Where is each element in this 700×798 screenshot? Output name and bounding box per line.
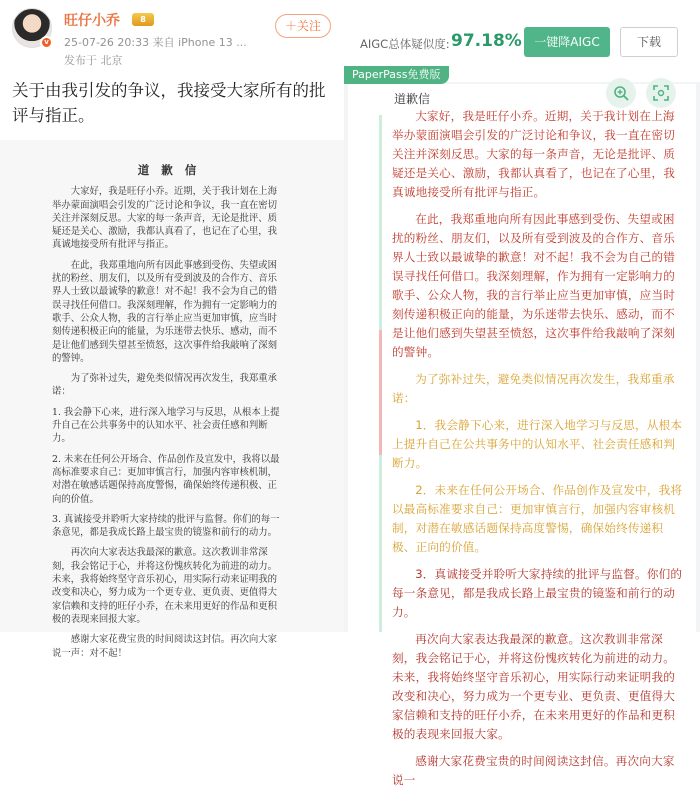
reduce-aigc-button[interactable]: 一键降AIGC: [524, 27, 610, 57]
highlighted-paragraph[interactable]: 再次向大家表达我最深的歉意。这次教训非常深刻，我会铭记于心，并将这份愧疚转化为前进的动力。未来，我将始终坚守音乐初心，用实际行动来证明我的改变和决心，努力成为一个更专业、更负责、更值得大家信赖和支持的旺仔小乔，在未来用更好的作品和更积极的表现来回报大家。: [392, 632, 676, 741]
verified-badge-icon: v: [40, 36, 53, 49]
highlighted-content: [392, 107, 686, 798]
post-text: 关于由我引发的争议，我接受大家所有的批评与指正。: [12, 81, 326, 125]
highlighted-paragraph[interactable]: 为了弥补过失，避免类似情况再次发生，我郑重承诺：: [392, 372, 675, 405]
letter-item: 1. 我会静下心来，进行深入地学习与反思，从根本上提升自己在公共事务中的认知水平、社会责任感和判断力。: [52, 406, 280, 445]
letter-body: [52, 164, 286, 667]
vip-level-badge: 8: [132, 13, 154, 26]
letter-paragraph: 在此，我郑重地向所有因此事感到受伤、失望或困扰的粉丝、朋友们，以及所有受到波及的合作方、音乐界人士致以最诚挚的歉意！对不起！我不会为自己的错误寻找任何借口。我深刻理解，作为拥有一定影响力的歌手、公众人物，我的言行举止应当更加审慎，应当时刻传递积极正向的能量，为乐迷带去快乐、感动，而不是让他们感到失望甚至愤怒，这次事件给我敲响了深刻的警钟。: [52, 259, 278, 364]
expand-icon[interactable]: [646, 78, 676, 108]
download-button[interactable]: 下载: [620, 27, 678, 57]
aigc-score-label: AIGC总体疑似度:: [360, 37, 450, 51]
highlighted-paragraph[interactable]: 1．我会静下心来，进行深入地学习与反思，从根本上提升自己在公共事务中的认知水平、社会责任感和判断力。: [392, 418, 683, 470]
letter-item: 2. 未来在任何公开场合、作品创作及宣发中，我将以最高标准要求自己：更加审慎言行，加强内容审核机制，对潜在敏感话题保持高度警惕，确保始终传递积极、正向的价值。: [52, 453, 280, 505]
highlighted-paragraph[interactable]: 感谢大家花费宝贵的时间阅读这封信。再次向大家说一: [392, 754, 675, 787]
document-title: 道歉信: [394, 92, 431, 106]
aigc-score-value: 97.18%: [451, 31, 522, 51]
similarity-marker-high: [379, 455, 382, 632]
highlighted-paragraph[interactable]: 大家好，我是旺仔小乔。近期，关于我计划在上海举办蒙面演唱会引发的广泛讨论和争议，我一直在密切关注并深刻反思。大家的每一条声音，无论是批评、质疑还是关心、激励，我都认真看了，也记在了心里，我真诚地接受所有批评与指正。: [392, 109, 676, 199]
zoom-in-icon[interactable]: [606, 78, 636, 108]
weibo-post: [0, 0, 344, 659]
letter-title: 道 歉 信: [137, 163, 201, 177]
letter-paragraph: 大家好，我是旺仔小乔。近期，关于我计划在上海举办蒙面演唱会引发的广泛讨论和争议，我一直在密切关注并深刻反思。大家的每一条声音，无论是批评、质疑还是关心、激励，我都认真看了，也记在了心里，我真诚地接受所有批评与指正。: [52, 186, 278, 251]
highlighted-paragraph[interactable]: 2．未来在任何公开场合、作品创作及宣发中，我将以最高标准要求自己：更加审慎言行，加强内容审核机制，对潜在敏感话题保持高度警惕，确保始终传递积极、正向的价值。: [392, 483, 683, 554]
highlighted-paragraph[interactable]: 在此，我郑重地向所有因此事感到受伤、失望或困扰的粉丝、朋友们，以及所有受到波及的合作方、音乐界人士致以最诚挚的歉意！对不起！我不会为自己的错误寻找任何借口。我深刻理解，作为拥有一定影响力的歌手、公众人物，我的言行举止应当更加审慎，应当时刻传递积极正向的能量，为乐迷带去快乐、感动，而不是让他们感到失望甚至愤怒，这次事件给我敲响了深刻的警钟。: [392, 212, 676, 359]
letter-paragraph: 为了弥补过失，避免类似情况再次发生，我郑重承诺：: [52, 373, 278, 398]
similarity-marker-high: [379, 115, 382, 330]
follow-button[interactable]: ＋关注: [275, 14, 331, 38]
letter-paragraph: 再次向大家表达我最深的歉意。这次教训非常深刻，我会铭记于心，并将这份愧疚转化为前进的动力。未来，我将始终坚守音乐初心，用实际行动来证明我的改变和决心，努力成为一个更专业、更负责、更值得大家信赖和支持的旺仔小乔，在未来用更好的作品和更积极的表现来回报大家。: [52, 547, 278, 625]
post-time-device: 25-07-26 20:33 来自 iPhone 13 ...: [64, 36, 247, 49]
apology-letter-image[interactable]: [0, 140, 344, 659]
similarity-marker-medium: [379, 330, 382, 455]
username[interactable]: 旺仔小乔: [64, 13, 120, 29]
letter-paragraph: 感谢大家花费宝贵的时间阅读这封信。再次向大家说一声：对不起！: [52, 634, 278, 659]
highlighted-paragraph[interactable]: 3．真诚接受并聆听大家持续的批评与监督。你们的每一条意见，都是我成长路上最宝贵的镜鉴和前行的动力。: [392, 567, 683, 619]
post-location: 发布于 北京: [64, 54, 123, 67]
aigc-detection-panel: [344, 0, 700, 787]
paperpass-tag: PaperPass免费版: [344, 66, 449, 84]
letter-item: 3. 真诚接受并聆听大家持续的批评与监督。你们的每一条意见，都是我成长路上最宝贵的镜鉴和前行的动力。: [52, 513, 280, 539]
